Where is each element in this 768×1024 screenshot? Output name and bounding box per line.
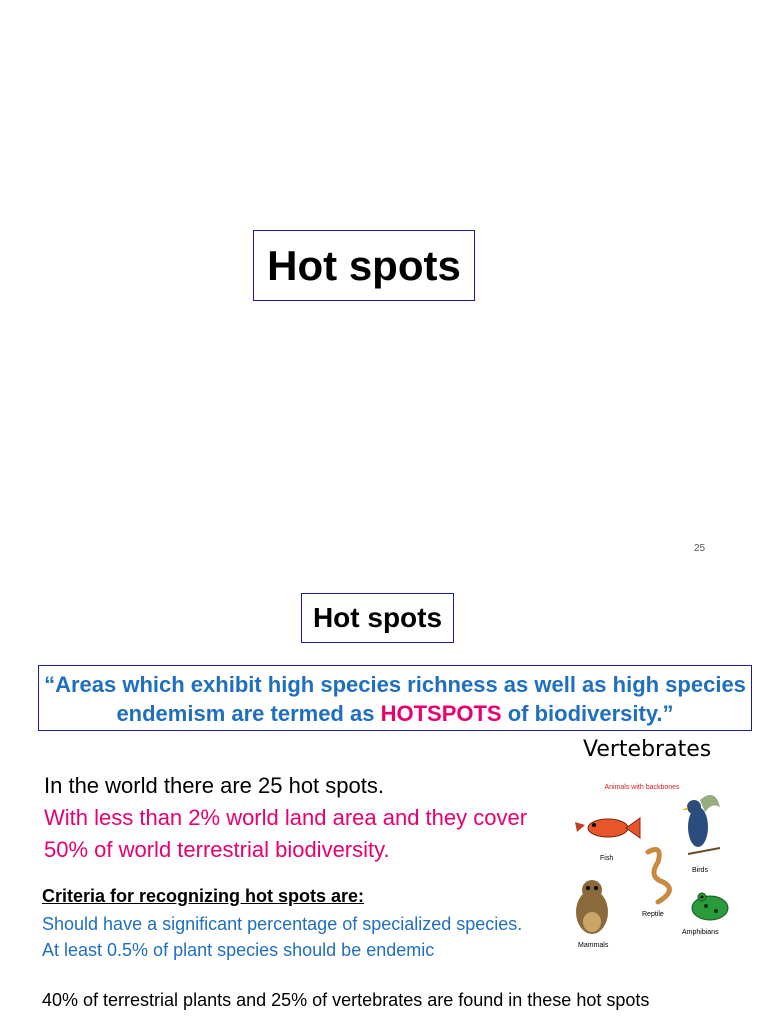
definition-box — [38, 665, 752, 731]
fact-line-2: With less than 2% world land area and they cover — [44, 805, 528, 830]
bottom-line: 40% of terrestrial plants and 25% of vertebrates are found in these hot spots — [42, 990, 650, 1010]
reptile-icon — [648, 850, 669, 902]
label-fish: Fish — [600, 855, 614, 862]
criteria-heading: Criteria for recognizing hot spots are: — [42, 886, 365, 906]
frog-icon — [692, 893, 728, 920]
image-title: Animals with backbones — [604, 784, 680, 791]
page-number: 25 — [694, 543, 706, 554]
criteria-item-2: At least 0.5% of plant species should be endemic — [42, 940, 435, 960]
label-amphibians: Amphibians — [682, 929, 719, 936]
fact-line-3: 50% of world terrestrial biodiversity. — [44, 837, 390, 862]
definition-hotspots: HOTSPOTS — [380, 701, 502, 726]
label-mammals: Mammals — [578, 942, 609, 949]
slide1-title: Hot spots — [253, 230, 475, 301]
fish-icon — [575, 818, 640, 838]
definition-text-2: of biodiversity.” — [501, 701, 674, 726]
label-birds: Birds — [692, 867, 708, 874]
fact-line-1: In the world there are 25 hot spots. — [44, 773, 384, 798]
bird-icon — [682, 795, 720, 854]
mammal-icon — [576, 880, 608, 934]
label-reptile: Reptile — [642, 911, 664, 918]
definition-text-1: “Areas which exhibit high species richness as well as high species endemism are termed as — [44, 672, 746, 726]
criteria-item-1: Should have a significant percentage of specialized species. — [42, 914, 523, 934]
slide2-title: Hot spots — [301, 593, 454, 643]
vertebrates-heading: Vertebrates — [583, 737, 712, 762]
vertebrates-illustration — [570, 772, 736, 962]
